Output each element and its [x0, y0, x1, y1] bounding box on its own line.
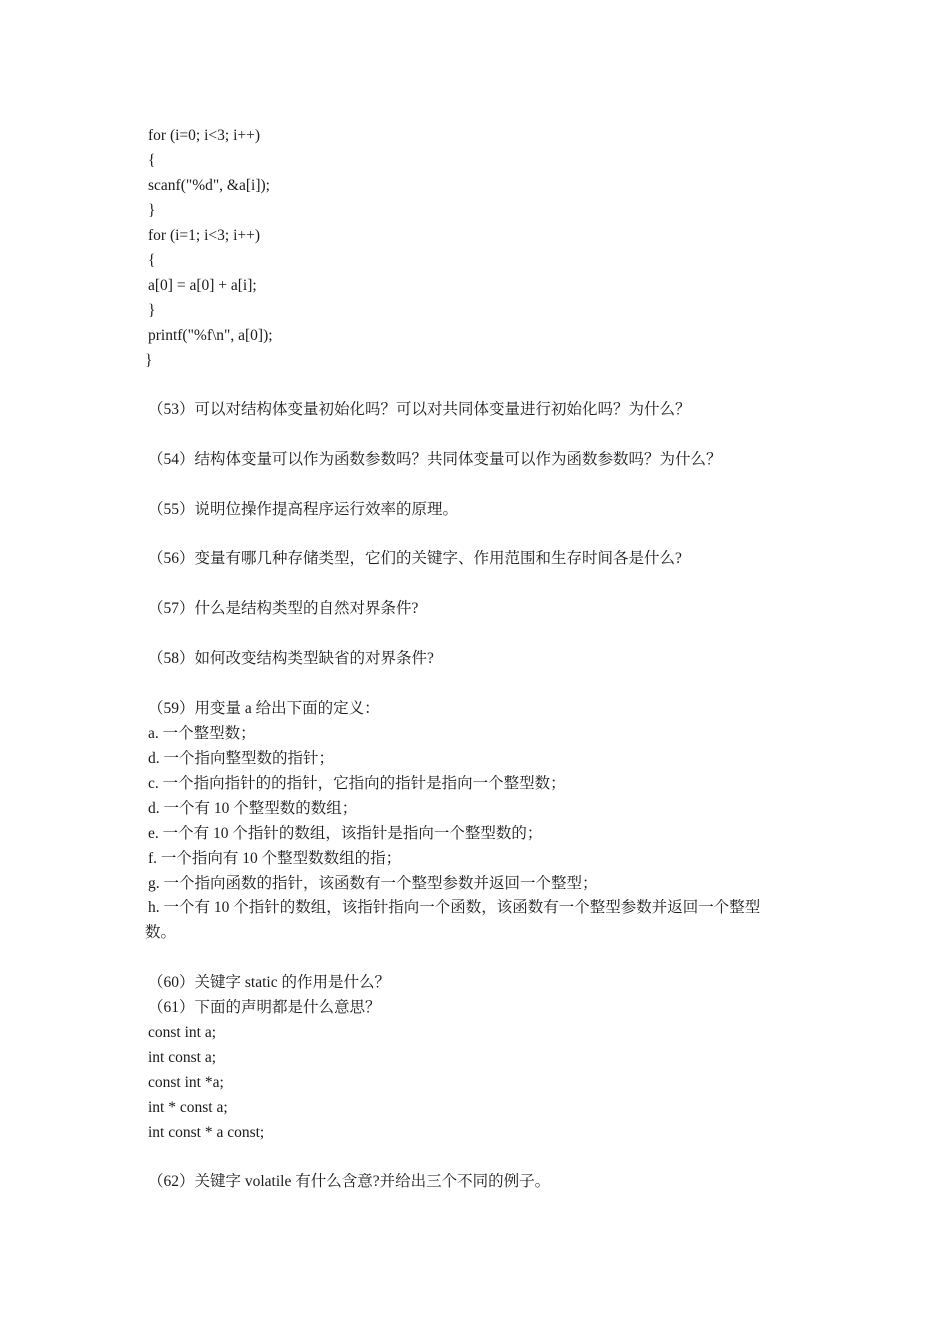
question-55: （55）说明位操作提高程序运行效率的原理。	[148, 501, 459, 518]
question-59-item: g. 一个指向函数的指针，该函数有一个整型参数并返回一个整型；	[148, 875, 598, 892]
question-59-item: f. 一个指向有 10 个整型数数组的指；	[148, 850, 402, 867]
question-59-item: d. 一个有 10 个整型数的数组；	[148, 800, 358, 817]
code-line: {	[148, 152, 156, 169]
question-61-item: const int a;	[148, 1024, 217, 1041]
question-59-item: h. 一个有 10 个指针的数组，该指针指向一个函数，该函数有一个整型参数并返回一个整型	[148, 899, 761, 916]
question-59-item-wrap: 数。	[145, 924, 177, 941]
question-59-item: e. 一个有 10 个指针的数组，该指针是指向一个整型数的；	[148, 825, 543, 842]
question-59: （59）用变量 a 给出下面的定义：	[148, 700, 380, 717]
question-59-item: d. 一个指向整型数的指针；	[148, 750, 335, 767]
question-54: （54）结构体变量可以作为函数参数吗？共同体变量可以作为函数参数吗？为什么？	[148, 451, 722, 468]
question-61-item: int const a;	[148, 1049, 217, 1066]
question-61-item: int const * a const;	[148, 1124, 265, 1141]
question-60: （60）关键字 static 的作用是什么？	[148, 974, 390, 991]
code-line: a[0] = a[0] + a[i];	[148, 277, 257, 294]
question-62: （62）关键字 volatile 有什么含意?并给出三个不同的例子。	[148, 1173, 551, 1190]
code-line: {	[148, 252, 156, 269]
question-61: （61）下面的声明都是什么意思？	[148, 999, 381, 1016]
question-59-item: c. 一个指向指针的的指针，它指向的指针是指向一个整型数；	[148, 775, 566, 792]
question-56: （56）变量有哪几种存储类型，它们的关键字、作用范围和生存时间各是什么?	[148, 550, 682, 567]
question-59-item: a. 一个整型数；	[148, 725, 256, 742]
code-line: for (i=0; i<3; i++)	[148, 127, 261, 144]
question-53: （53）可以对结构体变量初始化吗？可以对共同体变量进行初始化吗？为什么？	[148, 401, 691, 418]
question-61-item: int * const a;	[148, 1099, 228, 1116]
code-line-closing-brace: }	[145, 352, 153, 369]
code-line: }	[148, 202, 156, 219]
code-line: }	[148, 302, 156, 319]
code-line: for (i=1; i<3; i++)	[148, 227, 261, 244]
question-57: （57）什么是结构类型的自然对界条件?	[148, 600, 419, 617]
code-line: printf("%f\n", a[0]);	[148, 327, 273, 344]
code-line: scanf("%d", &a[i]);	[148, 177, 270, 194]
question-61-item: const int *a;	[148, 1074, 224, 1091]
question-58: （58）如何改变结构类型缺省的对界条件?	[148, 650, 434, 667]
